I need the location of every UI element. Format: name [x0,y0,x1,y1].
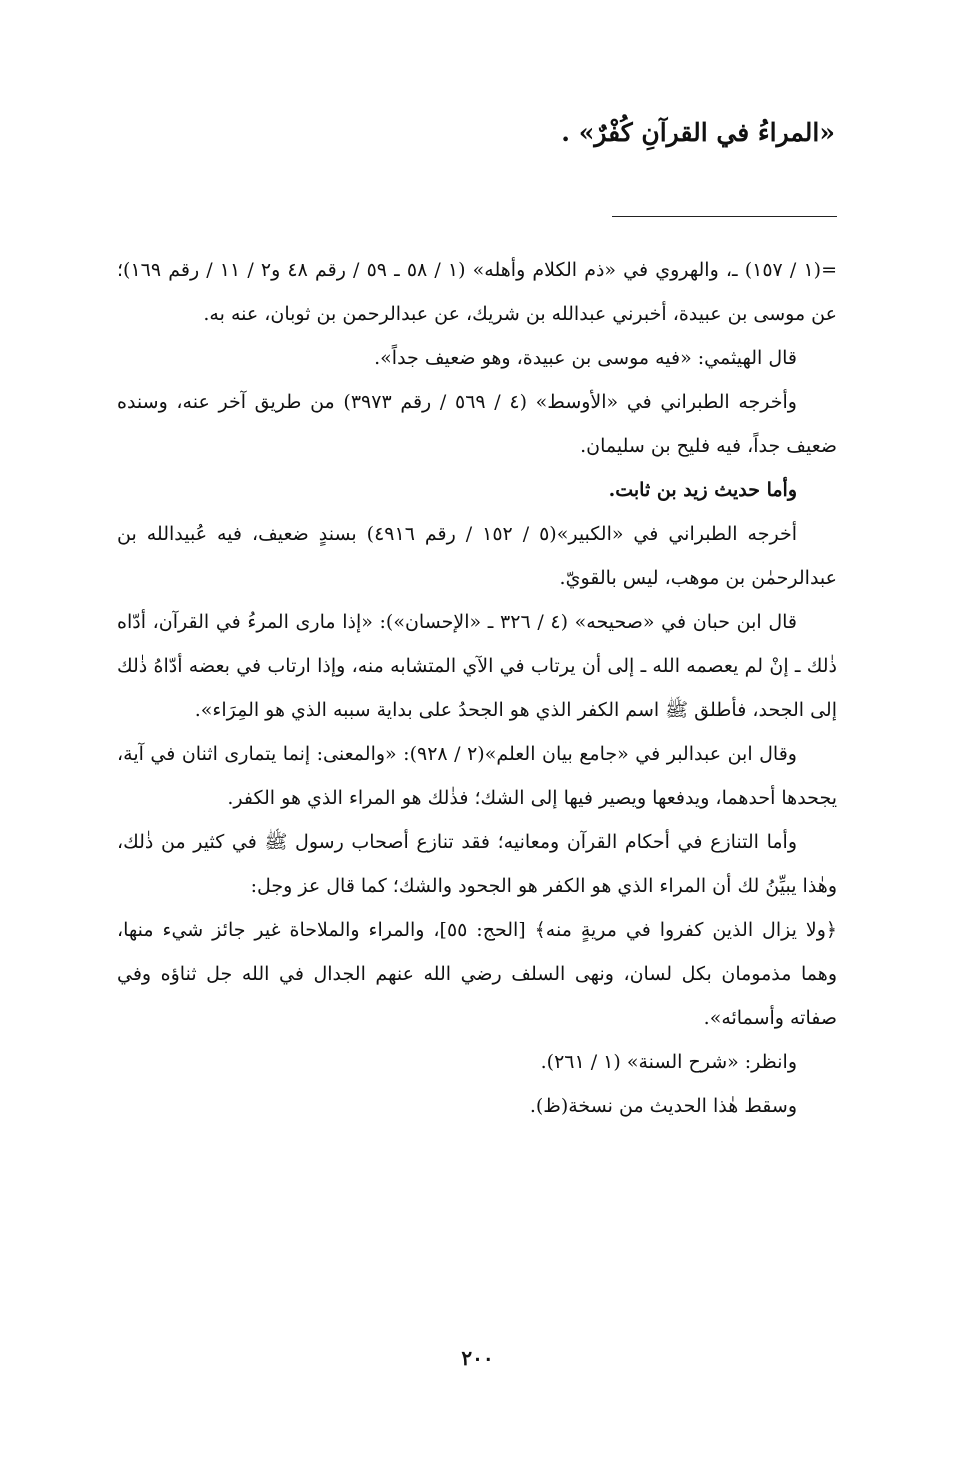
footnotes-block [117,248,837,1128]
page-number: ٢٠٠ [461,1346,494,1370]
footnote-paragraph: أخرجه الطبراني في «الكبير»(٥ / ١٥٢ / رقم ٤٩١٦) بسندٍ ضعيف، فيه عُبيدالله بن عبدالرحمٰن بن موهب، ليس بالقويّ. [117,523,837,589]
footnote-subheading: وأما حديث زيد بن ثابت. [608,479,797,501]
footnote-paragraph: وسقط هٰذا الحديث من نسخة(ظ). [529,1095,797,1117]
footnote-paragraph: =(١ / ١٥٧) ـ، والهروي في «ذم الكلام وأهله» (١ / ٥٨ ـ ٥٩ / رقم ٤٨ و٢ / ١١ / رقم ١٦٩)؛ عن موسى بن عبيدة، أخبرني عبدالله بن شريك، عن عبدالرحمن بن ثوبان، عنه به. [117,259,837,325]
footnote-paragraph: وأما التنازع في أحكام القرآن ومعانيه؛ فقد تنازع أصحاب رسول ﷺ في كثير من ذٰلك، وهٰذا يبيِّنُ لك أن المراء الذي هو الكفر هو الجحود والشك؛ كما قال عز وجل: [117,831,837,897]
footnote-paragraph: ﴿ولا يزال الذين كفروا في مريةٍ منه﴾ [الحج: ٥٥]، والمراء والملاحاة غير جائز شيء منها، وهما مذمومان بكل لسان، ونهى السلف رضي الله عنهم الجدال في الله جل ثناؤه وفي صفاته وأسمائه». [117,919,837,1029]
footnote-separator [612,216,837,217]
footnote-paragraph: وقال ابن عبدالبر في «جامع بيان العلم»(٢ / ٩٢٨): «والمعنى: إنما يتمارى اثنان في آية، يجحدها أحدهما، ويدفعها ويصير فيها إلى الشك؛ فذٰلك هو المراء الذي هو الكفر. [117,743,837,809]
footnote-paragraph: قال الهيثمي: «فيه موسى بن عبيدة، وهو ضعيف جداً». [374,347,797,369]
footnote-paragraph: وانظر: «شرح السنة» (١ / ٢٦١). [540,1051,797,1073]
hadith-main-text: «المراءُ في القرآنِ كُفْرٌ» . [561,118,835,147]
footnote-paragraph: وأخرجه الطبراني في «الأوسط» (٤ / ٥٦٩ / رقم ٣٩٧٣) من طريق آخر عنه، وسنده ضعيف جداً، فيه فليح بن سليمان. [117,391,837,457]
footnote-paragraph: قال ابن حبان في «صحيحه» (٤ / ٣٢٦ ـ «الإحسان»): «إذا مارى المرءُ في القرآن، أدّاه ذٰلك ـ إنْ لم يعصمه الله ـ إلى أن يرتاب في الآي المتشابه منه، وإذا ارتاب في بعضه أدّاهُ ذٰلك إلى الجحد، فأطلق ﷺ اسم الكفر الذي هو الجحدُ على بداية سببه الذي هو المِرَاء». [117,611,837,721]
